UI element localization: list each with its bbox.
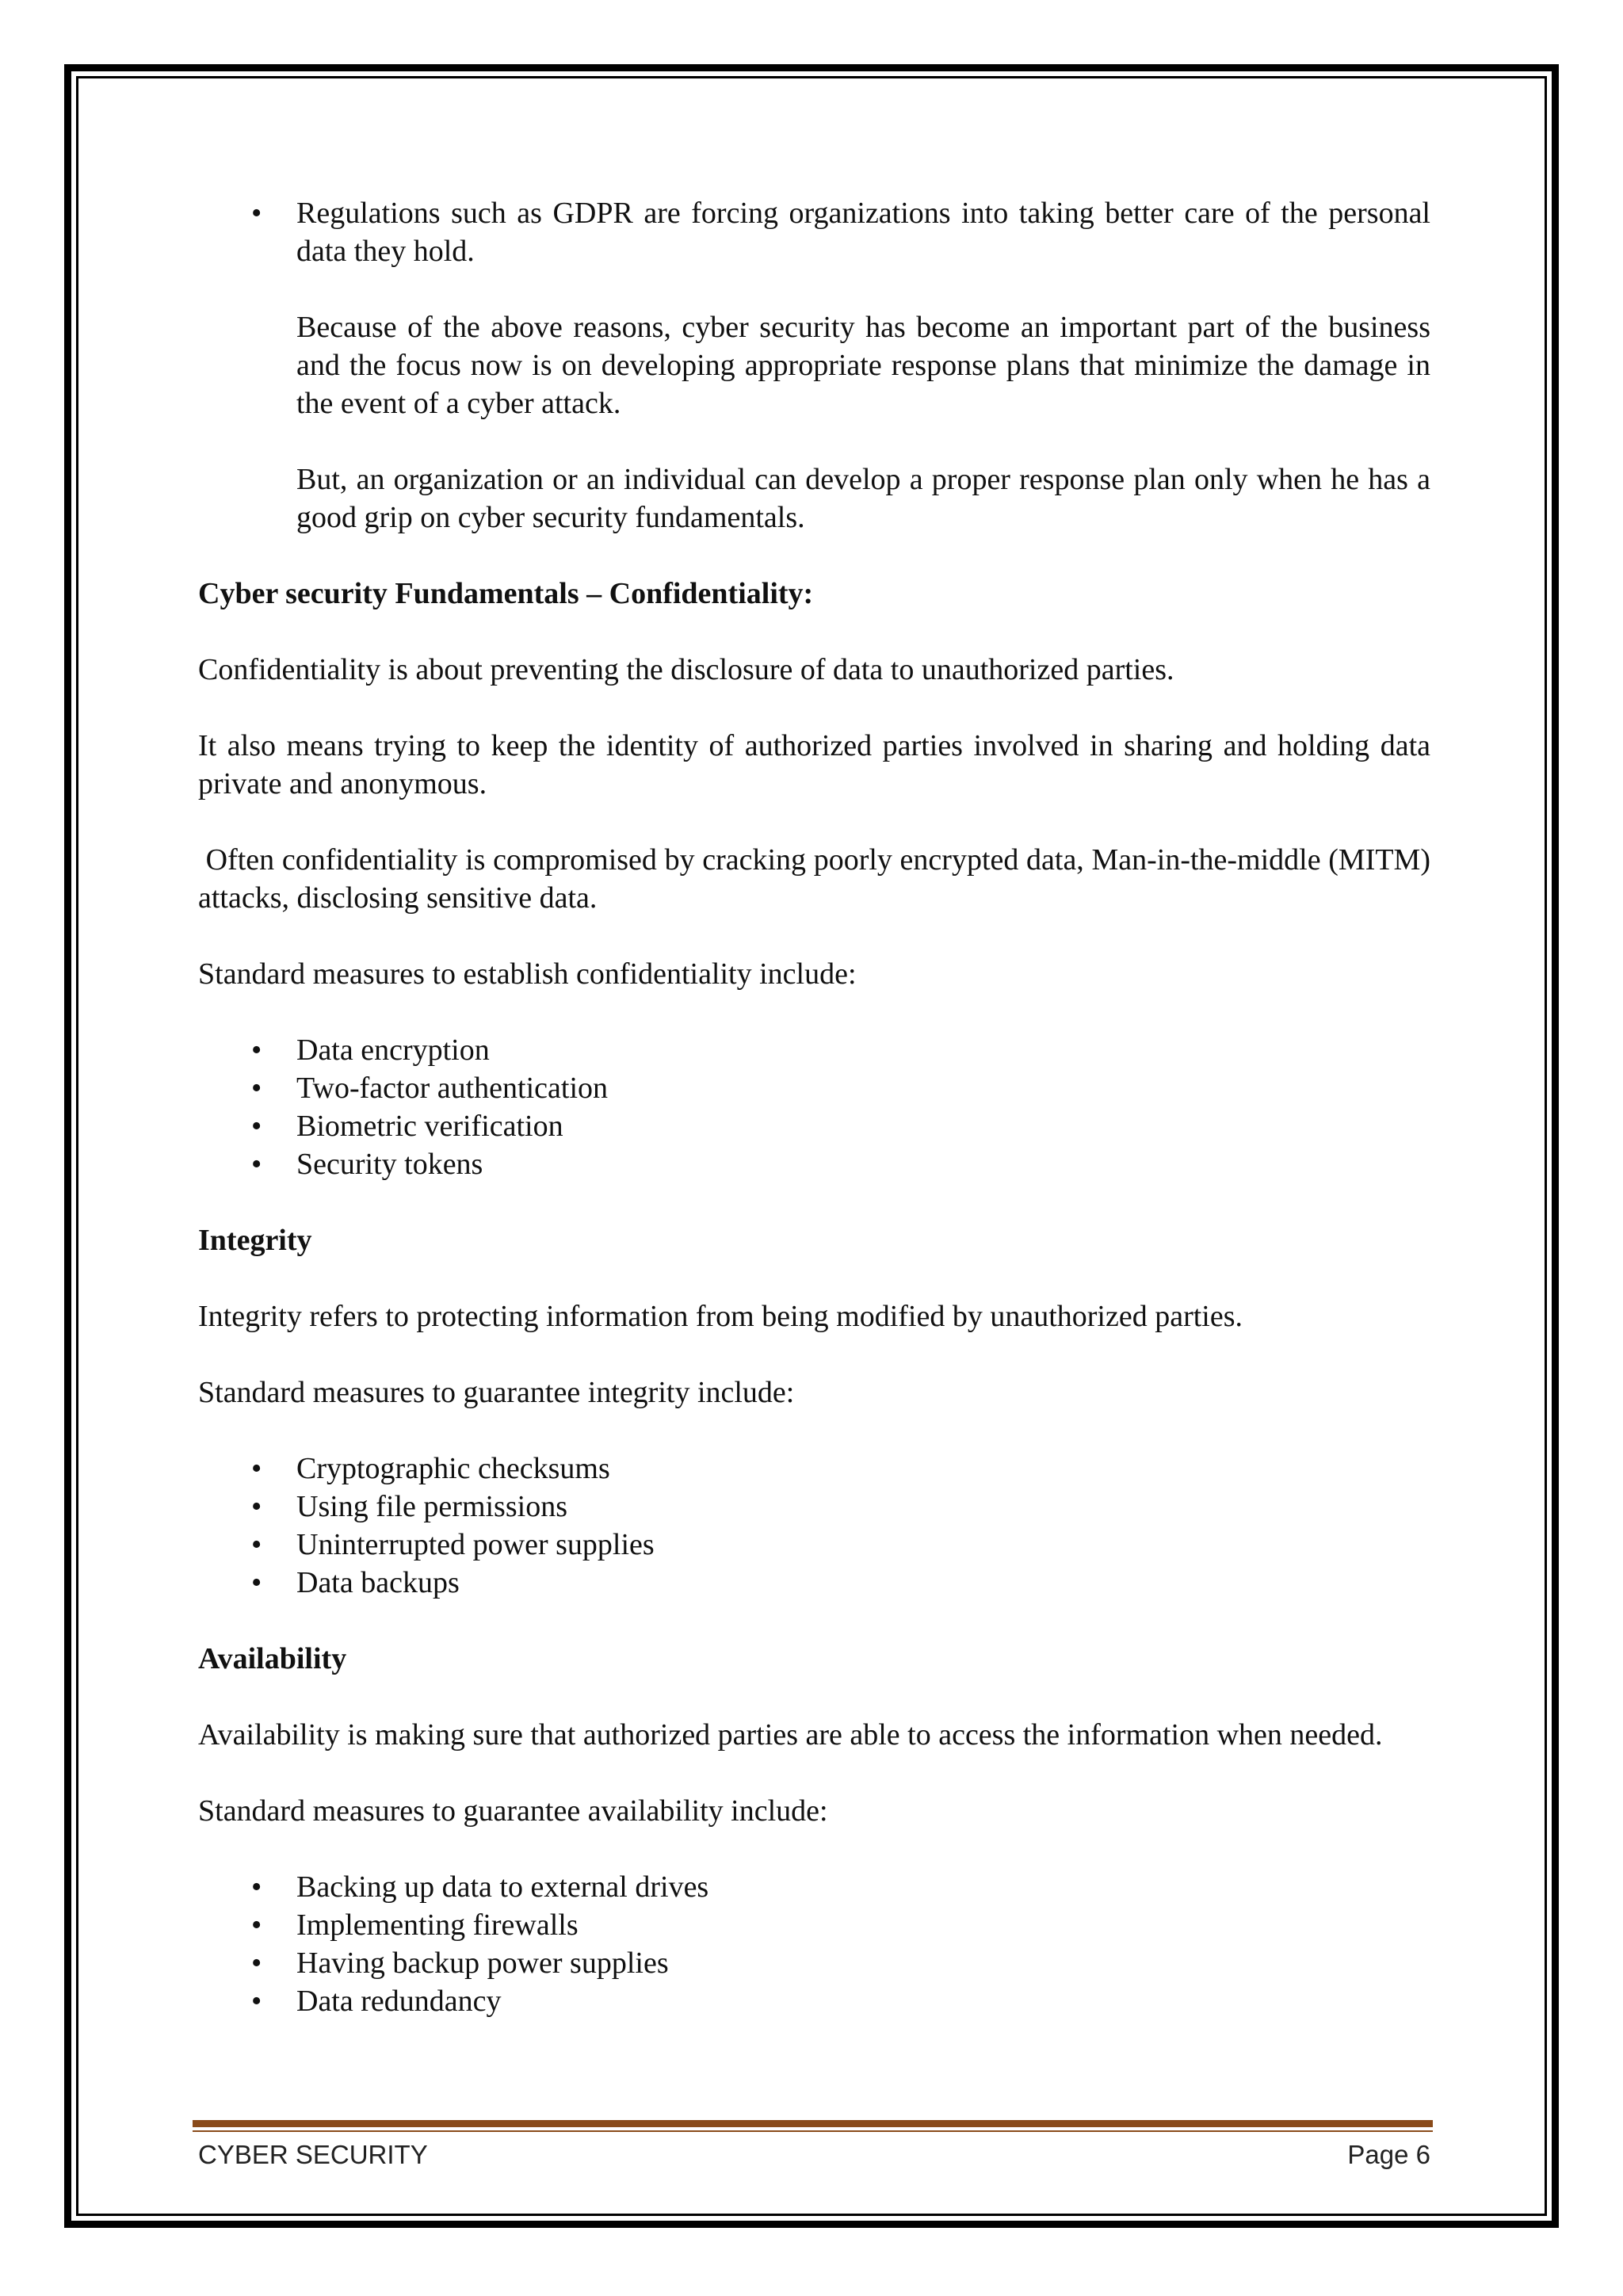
- footer-title: CYBER SECURITY: [198, 2140, 428, 2169]
- list-item: • Security tokens: [198, 1145, 1430, 1183]
- paragraph: Standard measures to guarantee availability include:: [198, 1794, 828, 1828]
- paragraph: Standard measures to establish confidentiality include:: [198, 957, 857, 991]
- paragraph: Integrity refers to protecting information from being modified by unauthorized parties.: [198, 1300, 1243, 1333]
- list-item: • Data encryption: [198, 1031, 1430, 1069]
- integrity-measures-list: [198, 1450, 1430, 1602]
- list-item: • Implementing firewalls: [198, 1906, 1430, 1944]
- page-number: Page 6: [1347, 2140, 1430, 2169]
- paragraph: It also means trying to keep the identity of authorized parties involved in sharing and holding data private and anonymous.: [198, 729, 1430, 800]
- section-heading-confidentiality: Cyber security Fundamentals – Confidentiality:: [198, 577, 814, 610]
- intro-bullet-list: [198, 194, 1430, 270]
- paragraph: Availability is making sure that authorized parties are able to access the information when needed.: [198, 1718, 1383, 1752]
- list-item: • Cryptographic checksums: [198, 1450, 1430, 1488]
- availability-measures-list: [198, 1868, 1430, 2020]
- footer-rule-thin: [193, 2130, 1433, 2132]
- confidentiality-measures-list: [198, 1031, 1430, 1183]
- list-item: • Data redundancy: [198, 1982, 1430, 2020]
- paragraph: Standard measures to guarantee integrity include:: [198, 1376, 795, 1409]
- footer-rule-thick: [193, 2120, 1433, 2127]
- list-item: • Having backup power supplies: [198, 1944, 1430, 1982]
- list-item: • Uninterrupted power supplies: [198, 1526, 1430, 1564]
- paragraph: Confidentiality is about preventing the disclosure of data to unauthorized parties.: [198, 653, 1174, 686]
- page-body: [198, 194, 1438, 2058]
- paragraph-but: But, an organization or an individual can develop a proper response plan only when he has a good grip on cyber security fundamentals.: [296, 463, 1430, 534]
- paragraph: Often confidentiality is compromised by cracking poorly encrypted data, Man-in-the-middle (MITM) attacks, disclosing sensitive data.: [198, 843, 1438, 915]
- page-footer: [198, 2140, 1430, 2170]
- section-heading-integrity: Integrity: [198, 1224, 312, 1257]
- paragraph-because: Because of the above reasons, cyber security has become an important part of the business and the focus now is on developing appropriate response plans that minimize the damage in the event of a cyber attack.: [296, 311, 1430, 420]
- section-heading-availability: Availability: [198, 1642, 347, 1675]
- list-item: • Backing up data to external drives: [198, 1868, 1430, 1906]
- list-item: • Using file permissions: [198, 1488, 1430, 1526]
- list-item: • Biometric verification: [198, 1107, 1430, 1145]
- list-item: • Data backups: [198, 1564, 1430, 1602]
- list-item: • Regulations such as GDPR are forcing organizations into taking better care of the personal data they hold.: [198, 194, 1430, 270]
- list-item: • Two-factor authentication: [198, 1069, 1430, 1107]
